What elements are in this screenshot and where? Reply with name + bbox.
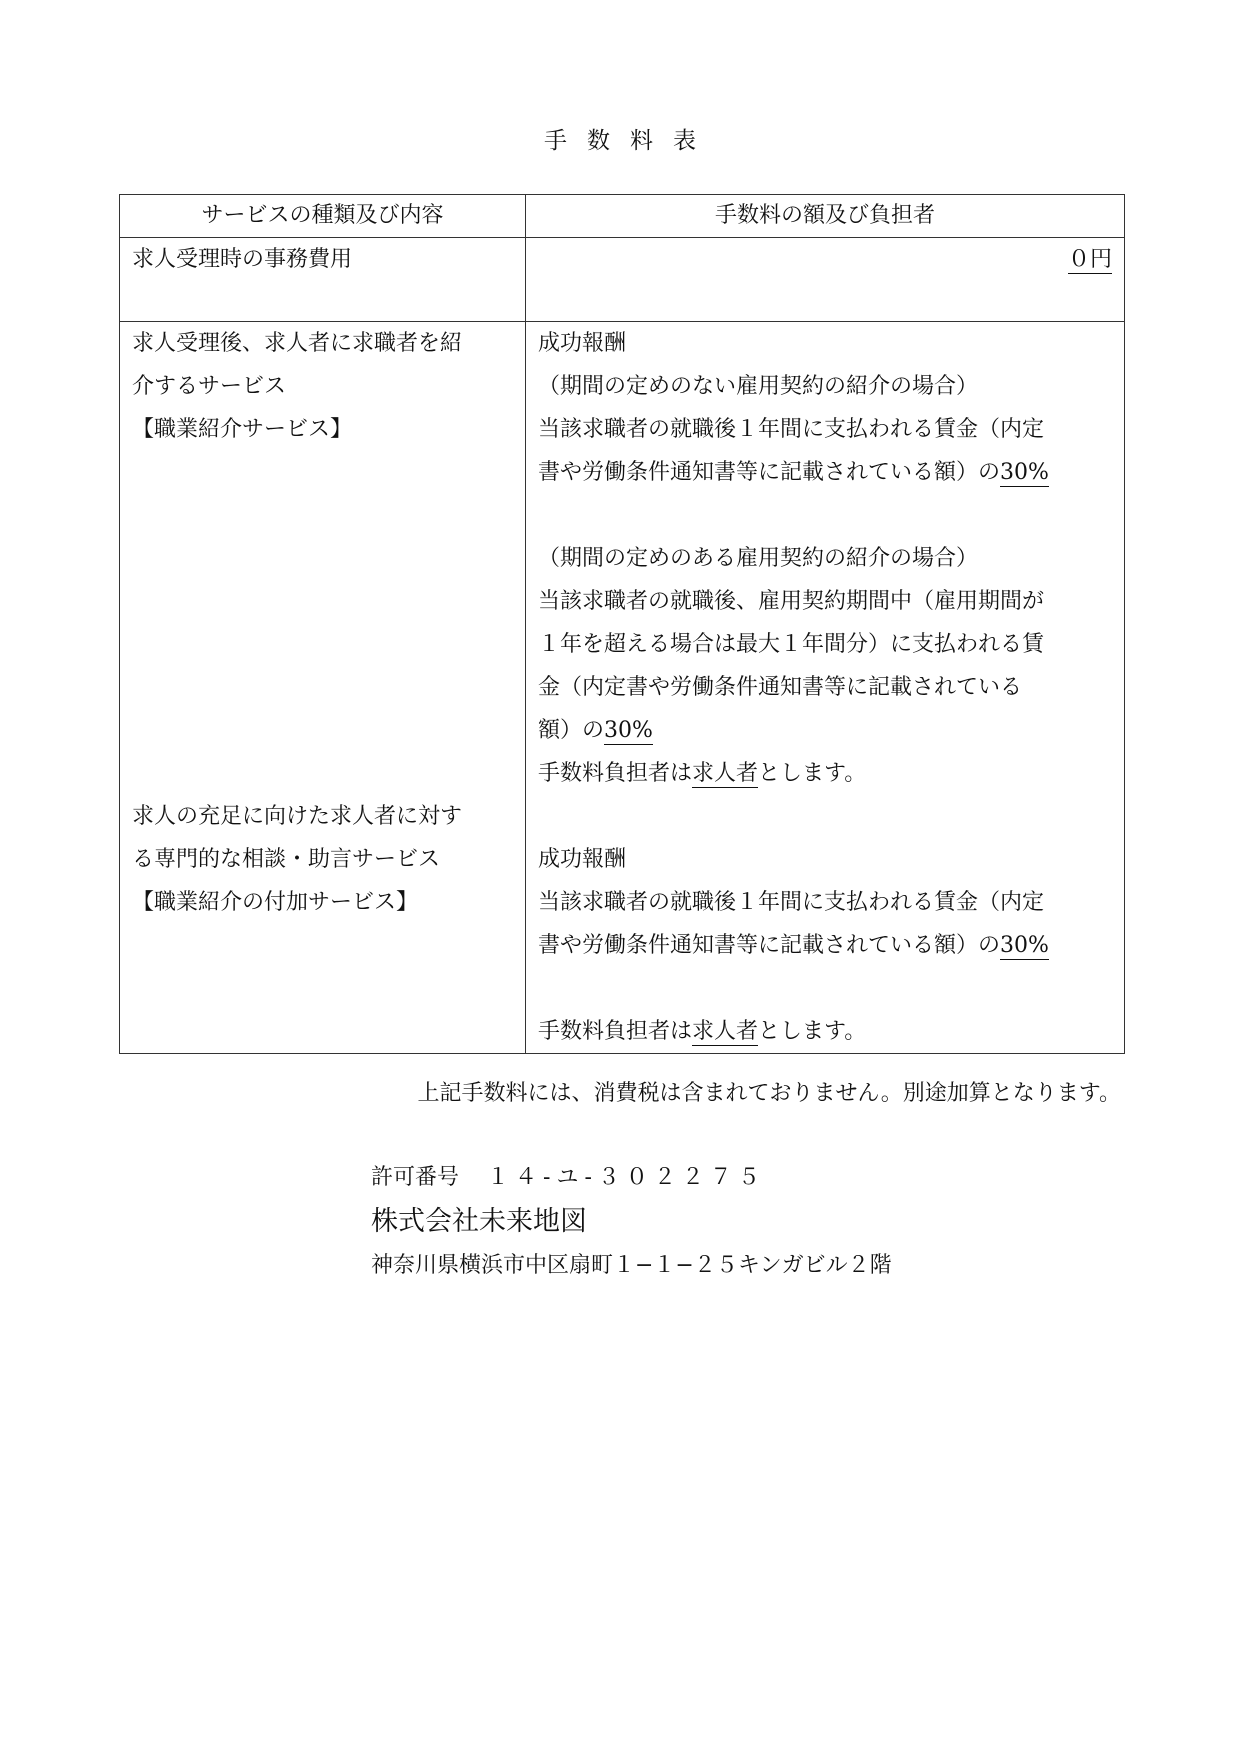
service-cell: [120, 238, 526, 322]
permit-label: 許可番号: [371, 1165, 460, 1190]
fee-line: １年を超える場合は最大１年間分）に支払われる賃: [538, 632, 1045, 657]
service-line: 【職業紹介の付加サービス】: [132, 890, 419, 915]
service-line: る専門的な相談・助言サービス: [132, 847, 441, 872]
table-header-row: [120, 195, 1125, 238]
fee-rate: 30%: [604, 718, 653, 743]
company-address: 神奈川県横浜市中区扇町１−１−２５キンガビル２階: [371, 1253, 892, 1278]
fee-heading: 成功報酬: [538, 847, 627, 872]
fee-line: 当該求職者の就職後１年間に支払われる賃金（内定: [538, 417, 1045, 442]
fee-heading: 成功報酬: [538, 331, 627, 356]
permit-line: [371, 1158, 892, 1198]
fee-line: 書や労働条件通知書等に記載されている額）の: [538, 460, 1001, 485]
fee-rate: 30%: [1000, 933, 1049, 958]
fee-amount: ０円: [1067, 247, 1112, 272]
payer-text: とします。: [758, 761, 867, 786]
page-title: 手数料表: [544, 128, 716, 154]
fee-rate: 30%: [1000, 460, 1049, 485]
payer: 求人者: [692, 1019, 759, 1044]
service-text: 求人受理時の事務費用: [132, 247, 353, 272]
fee-line: 当該求職者の就職後１年間に支払われる賃金（内定: [538, 890, 1045, 915]
payer-text: とします。: [758, 1019, 867, 1044]
fee-cell: [526, 238, 1125, 322]
service-line: 介するサービス: [132, 374, 287, 399]
header-fee: 手数料の額及び負担者: [526, 195, 1125, 238]
fee-line: 金（内定書や労働条件通知書等に記載されている: [538, 675, 1023, 700]
fee-line: 書や労働条件通知書等に記載されている額）の: [538, 933, 1001, 958]
payer-text: 手数料負担者は: [538, 761, 693, 786]
fee-line: 当該求職者の就職後、雇用契約期間中（雇用期間が: [538, 589, 1045, 614]
fee-table: [119, 194, 1125, 1054]
tax-note: 上記手数料には、消費税は含まれておりません。別途加算となります。: [417, 1081, 1121, 1106]
service-line: 求人の充足に向けた求人者に対す: [132, 804, 463, 829]
company-name: 株式会社未来地図: [371, 1206, 587, 1237]
fee-cell: [526, 322, 1125, 1054]
permit-number: １４-ユ-３０２２７５: [487, 1165, 766, 1190]
service-line: 求人受理後、求人者に求職者を紹: [132, 331, 463, 356]
fee-line: 額）の: [538, 718, 605, 743]
case-title: （期間の定めのある雇用契約の紹介の場合）: [538, 546, 979, 571]
case-title: （期間の定めのない雇用契約の紹介の場合）: [538, 374, 979, 399]
company-info: [371, 1158, 892, 1286]
service-cell: [120, 322, 526, 1054]
payer-text: 手数料負担者は: [538, 1019, 693, 1044]
payer: 求人者: [692, 761, 759, 786]
header-service: サービスの種類及び内容: [120, 195, 526, 238]
table-row: [120, 322, 1125, 1054]
table-row: [120, 238, 1125, 322]
service-line: 【職業紹介サービス】: [132, 417, 353, 442]
